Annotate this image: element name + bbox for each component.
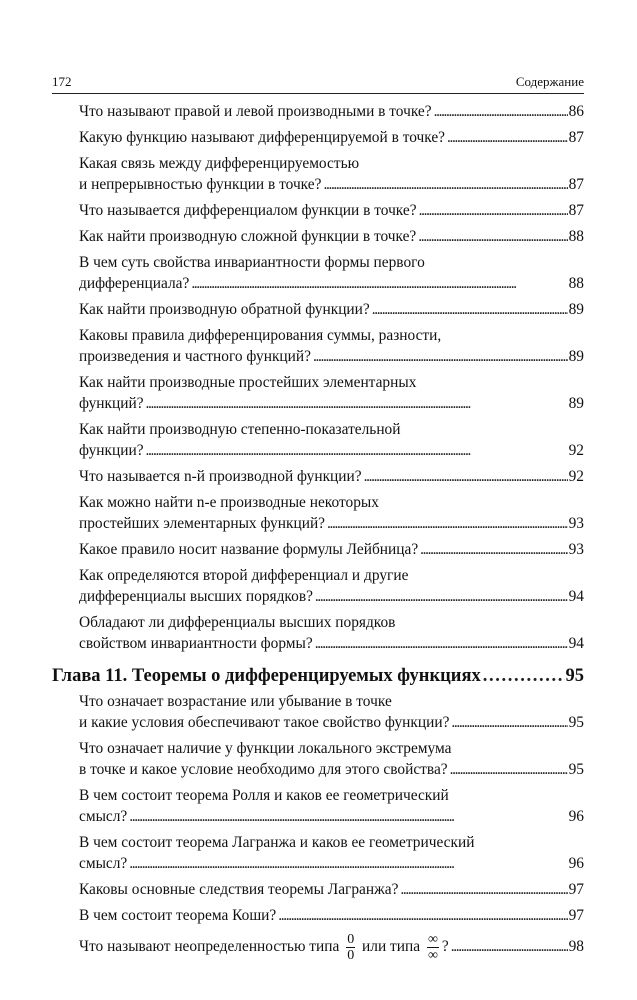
entry-text: Что называется n-й производной функции?	[79, 468, 362, 485]
entry-page: 92	[568, 468, 584, 485]
entry-page: 87	[568, 129, 584, 146]
toc-entry[interactable]	[79, 466, 584, 487]
dot-leader	[146, 393, 568, 414]
entry-page: 87	[568, 202, 584, 219]
entry-text-line: В чем суть свойства инвариантности формы первого	[79, 254, 425, 271]
dot-leader	[129, 806, 567, 827]
toc-entry[interactable]	[79, 879, 584, 900]
entry-page: 95	[568, 761, 584, 778]
entry-page: 88	[568, 275, 584, 292]
table-of-contents	[52, 101, 584, 968]
toc-entry[interactable]	[79, 127, 584, 148]
dot-leader	[451, 712, 567, 733]
dot-leader	[315, 633, 568, 654]
toc-entry[interactable]	[79, 153, 584, 195]
toc-entry[interactable]	[79, 200, 584, 221]
entry-text-line: Какая связь между дифференцируемостью	[79, 155, 360, 172]
entry-text: В чем состоит теорема Коши?	[79, 907, 277, 924]
entry-text-line: Как найти производные простейших элементарных	[79, 374, 417, 391]
toc-entry[interactable]	[79, 785, 584, 827]
toc-entry[interactable]	[79, 932, 584, 963]
header-rule	[52, 93, 584, 94]
chapter-title: Глава 11. Теоремы о дифференцируемых функциях	[52, 666, 481, 686]
dot-leader	[434, 101, 568, 122]
entry-page: 93	[568, 515, 584, 532]
fraction-zero-over-zero: $\frac{0}{0}$	[347, 932, 355, 963]
dot-leader	[372, 299, 568, 320]
page-number: 172	[52, 74, 72, 89]
toc-entry[interactable]	[79, 419, 584, 461]
toc-entry[interactable]	[79, 539, 584, 560]
entry-text: в точке и какое условие необходимо для этого свойства?	[79, 761, 448, 778]
entry-page: 98	[568, 938, 584, 956]
toc-entry[interactable]	[79, 252, 584, 294]
dot-leader	[419, 200, 568, 221]
entry-text-line: Что означает возрастание или убывание в точке	[79, 693, 392, 710]
entry-text: Какое правило носит название формулы Лейбница?	[79, 541, 419, 558]
entry-text: дифференциалы высших порядков?	[79, 588, 313, 605]
dot-leader	[146, 440, 568, 461]
entry-page: 89	[568, 395, 584, 412]
entry-text-line: Как определяются второй дифференциал и другие	[79, 567, 409, 584]
chapter-page: 95	[565, 666, 584, 686]
dot-leader	[327, 513, 568, 534]
running-header	[52, 74, 584, 90]
entry-page: 92	[568, 442, 584, 459]
entry-text: простейших элементарных функций?	[79, 515, 326, 532]
dot-leader	[129, 853, 567, 874]
entry-text-line: Каковы правила дифференцирования суммы, разности,	[79, 327, 442, 344]
entry-text: Каковы основные следствия теоремы Лагранжа?	[79, 881, 399, 898]
entry-text: смысл?	[79, 855, 128, 872]
dot-leader	[418, 226, 567, 247]
entry-text: Как найти производную сложной функции в точке?	[79, 228, 417, 245]
toc-entry[interactable]	[79, 325, 584, 367]
entry-text: дифференциала?	[79, 275, 190, 292]
entry-page: 97	[568, 907, 584, 924]
dot-leader	[191, 273, 567, 294]
entries-after-chapter	[52, 691, 584, 926]
entry-text: функции?	[79, 442, 144, 459]
entry-page: 89	[568, 348, 584, 365]
entry-text: Что называют правой и левой производными в точке?	[79, 103, 432, 120]
entry-text: функций?	[79, 395, 144, 412]
chapter-heading[interactable]	[52, 664, 584, 688]
dot-leader	[278, 905, 567, 926]
toc-entry[interactable]	[79, 226, 584, 247]
entry-text: Какую функцию называют дифференцируемой в точке?	[79, 129, 446, 146]
entry-text-line: Как найти производную степенно-показательной	[79, 421, 401, 438]
toc-entry[interactable]	[79, 492, 584, 534]
dot-leader	[450, 759, 568, 780]
dot-leader	[315, 586, 568, 607]
entry-text: Что называется дифференциалом функции в точке?	[79, 202, 417, 219]
entry-text-line: Как можно найти n-е производные некоторых	[79, 494, 379, 511]
toc-entry[interactable]	[79, 372, 584, 414]
entries-before-chapter	[52, 101, 584, 654]
entry-text-line: Обладают ли дифференциалы высших порядков	[79, 614, 396, 631]
dot-leader	[323, 174, 567, 195]
entry-text: произведения и частного функций?	[79, 348, 311, 365]
entry-text-line: Что означает наличие у функции локального экстремума	[79, 740, 452, 757]
entry-text: свойством инвариантности формы?	[79, 635, 313, 652]
toc-entry[interactable]	[79, 905, 584, 926]
fraction-infinity-over-infinity: $\frac{\infty}{\infty}$	[427, 932, 438, 963]
entry-text: и какие условия обеспечивают такое свойство функции?	[79, 714, 450, 731]
entry-page: 94	[568, 588, 584, 605]
entry-text-line: В чем состоит теорема Лагранжа и каков ее геометрический	[79, 834, 475, 851]
entry-page: 89	[568, 301, 584, 318]
entry-page: 87	[568, 176, 584, 193]
toc-entry[interactable]	[79, 565, 584, 607]
entry-page: 95	[568, 714, 584, 731]
entry-text: смысл?	[79, 808, 128, 825]
entry-page: 88	[568, 228, 584, 245]
toc-entry[interactable]	[79, 101, 584, 122]
toc-entry[interactable]	[79, 832, 584, 874]
dot-leader	[447, 127, 568, 148]
entry-text: Как найти производную обратной функции?	[79, 301, 370, 318]
entry-page: 94	[568, 635, 584, 652]
entry-page: 96	[568, 855, 584, 872]
entry-text: и непрерывностью функции в точке?	[79, 176, 322, 193]
dot-leader	[451, 936, 568, 957]
entry-page: 96	[568, 808, 584, 825]
dot-leader	[420, 539, 567, 560]
toc-entry[interactable]	[79, 691, 584, 733]
entry-page: 93	[568, 541, 584, 558]
entry-page: 97	[568, 881, 584, 898]
entry-text: Что называют неопределенностью типа $\frac{0}{0}$ или типа $\frac{\infty}{\infty}$ ?	[79, 932, 449, 963]
toc-entry[interactable]	[79, 612, 584, 654]
toc-entry[interactable]	[79, 299, 584, 320]
section-title: Содержание	[515, 74, 584, 89]
dot-leader	[483, 664, 565, 688]
toc-entry[interactable]	[79, 738, 584, 780]
entry-page: 86	[568, 103, 584, 120]
entry-text-line: В чем состоит теорема Ролля и каков ее геометрический	[79, 787, 449, 804]
dot-leader	[313, 346, 568, 367]
dot-leader	[364, 466, 568, 487]
dot-leader	[400, 879, 567, 900]
